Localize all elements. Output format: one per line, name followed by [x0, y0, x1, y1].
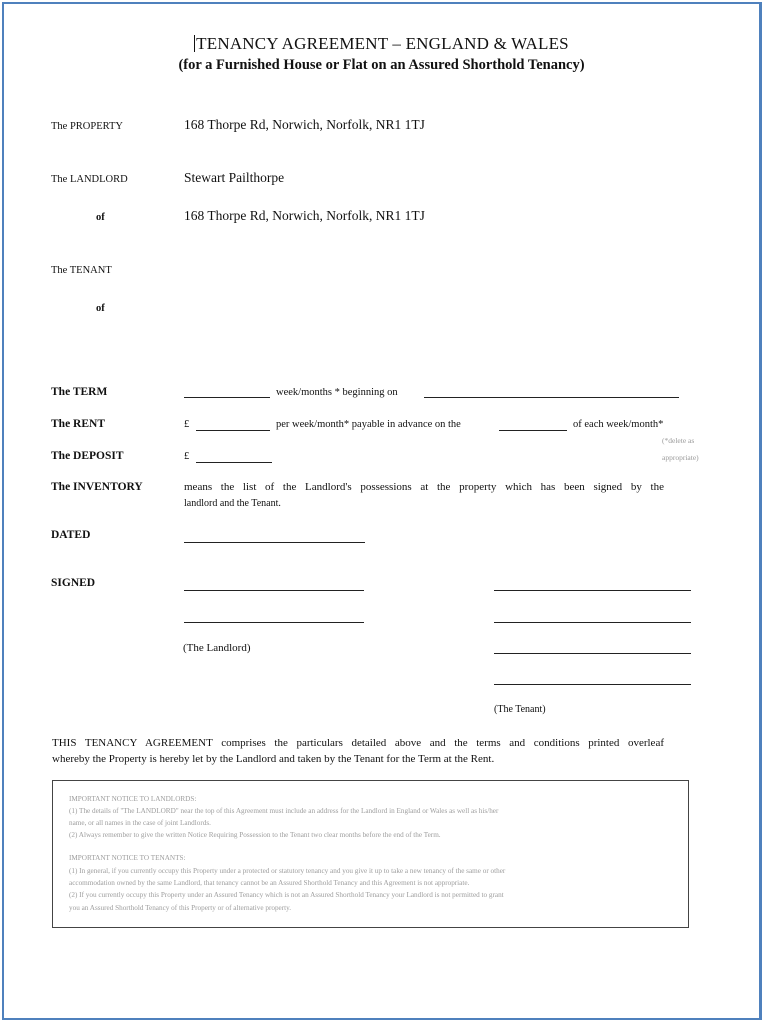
landlord-label: The LANDLORD — [51, 174, 128, 185]
tenant-signature-line-2[interactable] — [494, 622, 691, 623]
rent-currency: £ — [184, 419, 190, 430]
term-label: The TERM — [51, 386, 108, 398]
tenant-signature-line-3[interactable] — [494, 653, 691, 654]
document-page — [2, 2, 762, 1020]
signed-label: SIGNED — [51, 577, 96, 589]
dated-label: DATED — [51, 529, 91, 541]
tenant-signature-line-1[interactable] — [494, 590, 691, 591]
landlord-address-value[interactable]: 168 Thorpe Rd, Norwich, Norfolk, NR1 1TJ — [184, 208, 425, 223]
deposit-currency: £ — [184, 451, 190, 462]
tenants-notice-2a: (2) If you currently occupy this Property under an Assured Tenancy which is not an Assured Shorthold Tenancy your Landlord is not permitted to grant — [69, 891, 504, 899]
inventory-text-line1: means the list of the Landlord's possessions at the property which has been signed by the — [184, 481, 664, 493]
rent-amount-field[interactable] — [196, 430, 270, 431]
landlord-signature-line-2[interactable] — [184, 622, 364, 623]
delete-note-line1: (*delete as — [662, 436, 695, 445]
rent-payment-day-field[interactable] — [499, 430, 567, 431]
tenants-notice-1a: (1) In general, if you currently occupy this Property under a protected or statutory tenancy and you give it up to take a new tenancy of the same or other — [69, 867, 506, 875]
property-label: The PROPERTY — [51, 121, 123, 132]
term-length-field[interactable] — [184, 397, 270, 398]
landlords-notice-1b: name, or all names in the case of joint Landlords. — [69, 819, 211, 827]
inventory-label: The INVENTORY — [51, 481, 143, 493]
deposit-label: The DEPOSIT — [51, 450, 124, 462]
tenants-notice-heading: IMPORTANT NOTICE TO TENANTS: — [69, 854, 186, 862]
tenant-of-label: of — [96, 303, 105, 314]
landlords-notice-1a: (1) The details of "The LANDLORD" near the top of this Agreement must include an address for the Landlord in England or Wales as well as his/her — [69, 807, 499, 815]
rent-text: per week/month* payable in advance on the — [276, 419, 461, 430]
landlord-of-label: of — [96, 212, 105, 223]
term-text: week/months * beginning on — [276, 387, 398, 398]
inventory-text-line2: landlord and the Tenant. — [184, 498, 281, 509]
landlord-value[interactable]: Stewart Pailthorpe — [184, 170, 285, 185]
agreement-line1: THIS TENANCY AGREEMENT comprises the particulars detailed above and the terms and conditions printed overleaf — [52, 737, 664, 749]
deposit-amount-field[interactable] — [196, 462, 272, 463]
dated-field[interactable] — [184, 542, 365, 543]
tenant-signature-line-4[interactable] — [494, 684, 691, 685]
landlords-notice-2: (2) Always remember to give the written Notice Requiring Possession to the Tenant two clear months before the end of the Term. — [69, 831, 441, 839]
agreement-line2: whereby the Property is hereby let by the Landlord and taken by the Tenant for the Term at the Rent. — [52, 753, 495, 765]
tenants-notice-1b: accommodation owned by the same Landlord, that tenancy cannot be an Assured Shorthold Tenancy and this Agreement is not appropriate. — [69, 879, 470, 887]
tenant-caption: (The Tenant) — [494, 704, 546, 715]
tenants-notice-2b: you an Assured Shorthold Tenancy of this Property or of alternative property. — [69, 904, 292, 912]
rent-label: The RENT — [51, 418, 105, 430]
important-notices-box — [52, 780, 689, 928]
tenant-label: The TENANT — [51, 265, 112, 276]
delete-note-line2: appropriate) — [662, 453, 699, 462]
landlord-signature-line-1[interactable] — [184, 590, 364, 591]
landlord-caption: (The Landlord) — [183, 642, 251, 654]
property-value[interactable]: 168 Thorpe Rd, Norwich, Norfolk, NR1 1TJ — [184, 117, 425, 132]
landlords-notice-heading: IMPORTANT NOTICE TO LANDLORDS: — [69, 795, 197, 803]
document-title: TENANCY AGREEMENT – ENGLAND & WALES — [196, 34, 569, 53]
document-subtitle: (for a Furnished House or Flat on an Assured Shorthold Tenancy) — [178, 57, 585, 73]
rent-text-period: of each week/month* — [573, 419, 664, 430]
term-start-date-field[interactable] — [424, 397, 679, 398]
